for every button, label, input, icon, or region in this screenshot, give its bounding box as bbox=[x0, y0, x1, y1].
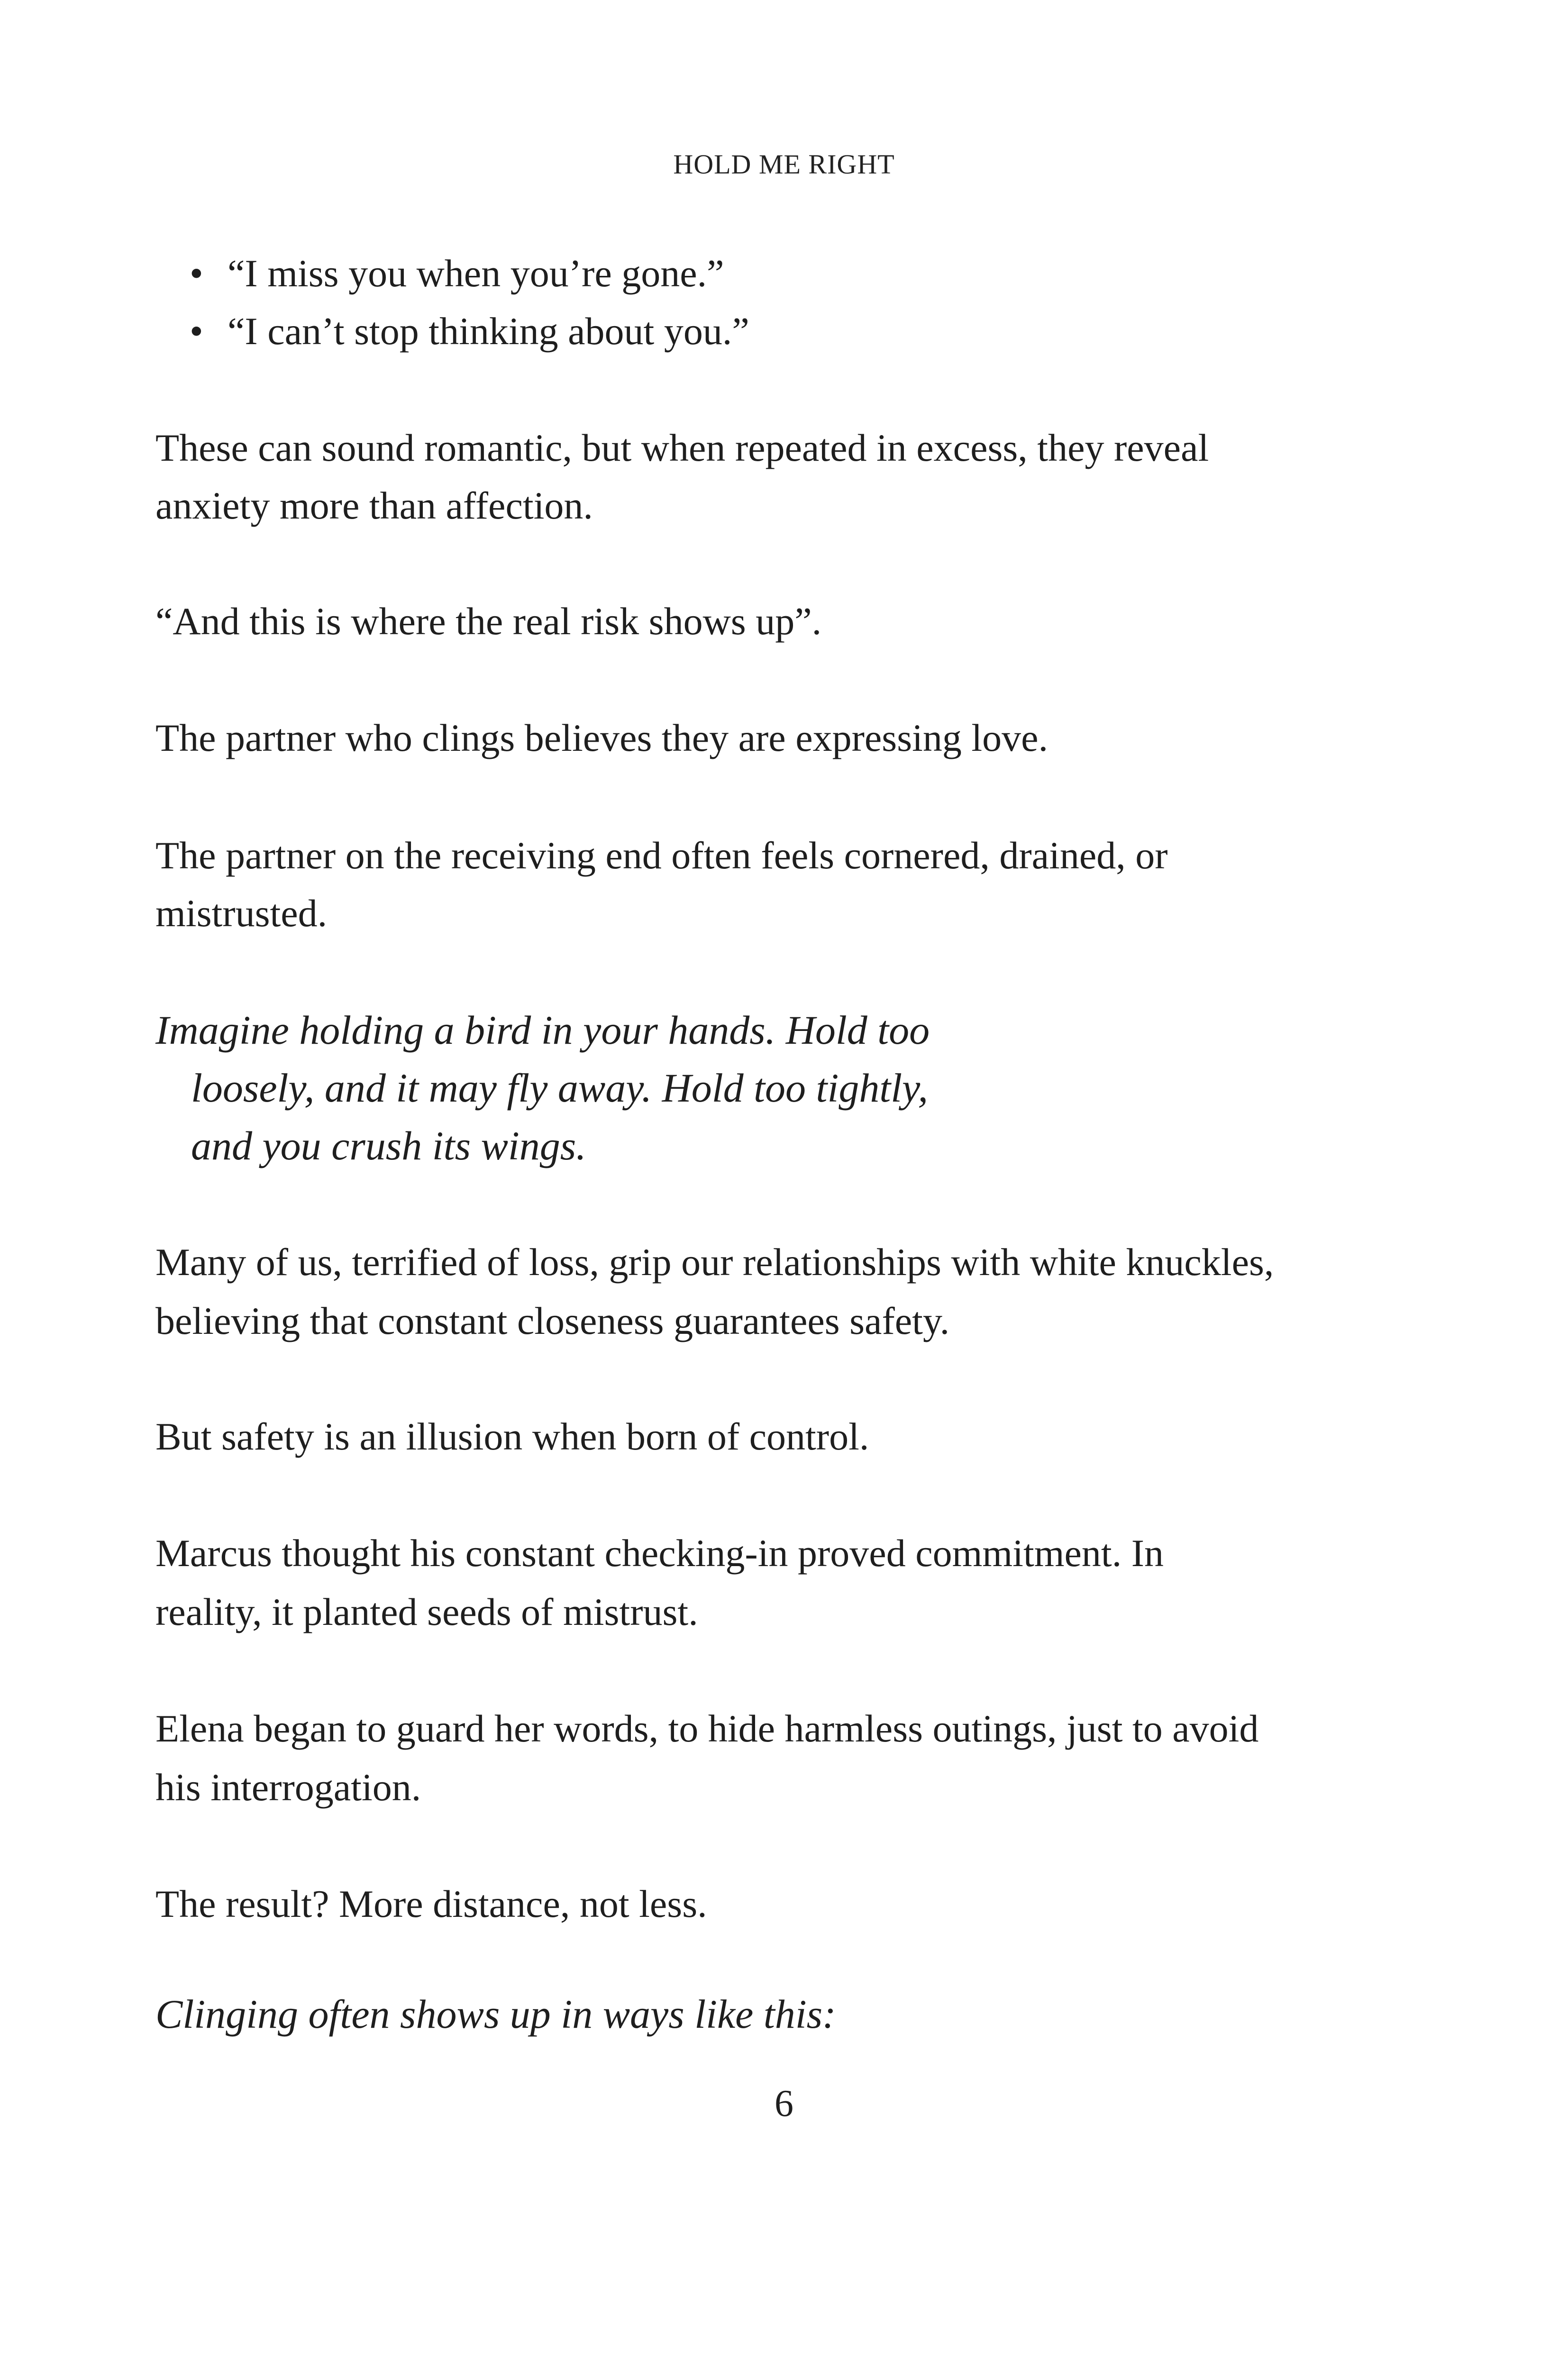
paragraph-line: Elena began to guard her words, to hide harmless outings, just to avoid bbox=[155, 1707, 1259, 1750]
paragraph-line: These can sound romantic, but when repeated in excess, they reveal bbox=[155, 426, 1209, 469]
paragraph-line: “And this is where the real risk shows up”. bbox=[155, 600, 822, 643]
paragraph-line: Marcus thought his constant checking-in proved commitment. In bbox=[155, 1531, 1164, 1575]
paragraph-line: reality, it planted seeds of mistrust. bbox=[155, 1590, 698, 1633]
paragraph-line: his interrogation. bbox=[155, 1766, 421, 1809]
paragraph-line: The partner who clings believes they are expressing love. bbox=[155, 716, 1048, 759]
bullet-item bbox=[190, 254, 724, 293]
block-quote-line: and you crush its wings. bbox=[191, 1123, 586, 1168]
paragraph-line: anxiety more than affection. bbox=[155, 484, 593, 527]
page-number: 6 bbox=[775, 2083, 793, 2124]
paragraph-line: mistrusted. bbox=[155, 892, 328, 935]
paragraph-line: believing that constant closeness guarantees safety. bbox=[155, 1299, 950, 1342]
bullet-text: “I can’t stop thinking about you.” bbox=[228, 310, 749, 353]
paragraph-line: But safety is an illusion when born of control. bbox=[155, 1415, 869, 1458]
paragraph-line: The partner on the receiving end often feels cornered, drained, or bbox=[155, 834, 1168, 877]
paragraph-line: The result? More distance, not less. bbox=[155, 1882, 707, 1925]
paragraph-line: Many of us, terrified of loss, grip our relationships with white knuckles, bbox=[155, 1240, 1274, 1284]
bullet-text: “I miss you when you’re gone.” bbox=[228, 252, 724, 295]
running-head: HOLD ME RIGHT bbox=[673, 149, 895, 180]
bullet-item bbox=[190, 312, 749, 351]
bullet-marker: • bbox=[190, 310, 203, 353]
italic-lead-line: Clinging often shows up in ways like this: bbox=[155, 1991, 836, 2037]
block-quote-line: Imagine holding a bird in your hands. Hold too bbox=[155, 1007, 930, 1053]
bullet-marker: • bbox=[190, 252, 203, 295]
block-quote-line: loosely, and it may fly away. Hold too tightly, bbox=[191, 1065, 929, 1111]
